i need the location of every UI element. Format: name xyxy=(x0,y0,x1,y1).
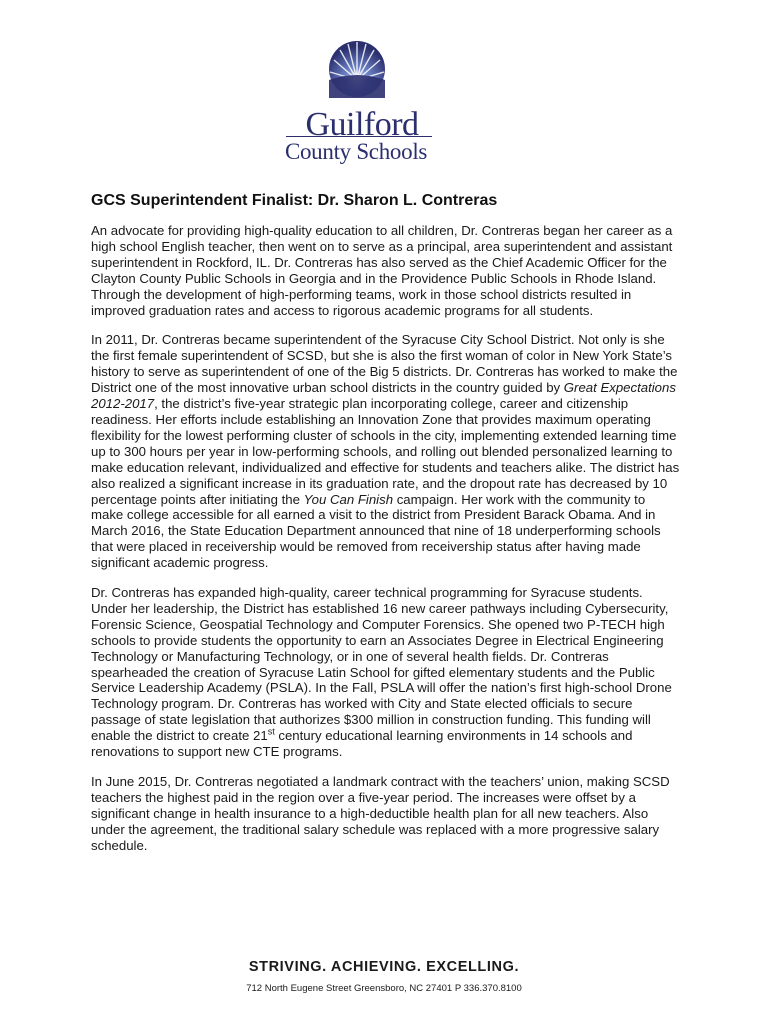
guilford-county-schools-logo xyxy=(278,40,438,170)
plan-title-italic: Great Expectations 2012-2017 xyxy=(91,380,676,412)
paragraph-2-text-a: In 2011, Dr. Contreras became superintendent of the Syracuse City School District. Not only is she the first female superintendent of SCSD, but she is also the first woman of color in New York State’s history to serve as superintendent of one of the Big 5 districts. Dr. Contreras has worked to make the District one of the most innovative urban school districts in the country guided by xyxy=(91,332,678,396)
starburst-globe-icon xyxy=(328,40,386,98)
document-body xyxy=(91,223,681,868)
paragraph-3-text-b: century educational learning environments in 14 schools and renovations to support new CTE programs. xyxy=(91,728,633,760)
paragraph-3 xyxy=(91,585,681,760)
footer-tagline: STRIVING. ACHIEVING. EXCELLING. xyxy=(248,959,520,975)
logo-wordmark-guilford: Guilford xyxy=(305,106,419,143)
ordinal-superscript: st xyxy=(267,726,275,737)
paragraph-2-text-c: campaign. Her work with the community to make college accessible for all earned a visit to the district from President Barack Obama. And in March 2016, the State Education Department announced that nine of 18 underperforming schools that were placed in receivership would be removed from receivership status after having made significant academic progress. xyxy=(91,491,661,571)
paragraph-4: In June 2015, Dr. Contreras negotiated a landmark contract with the teachers’ union, making SCSD teachers the highest paid in the region over a five-year period. The increases were offset by a significant change in health insurance to a high-deductible health plan for all new teachers. Also under the agreement, the traditional salary schedule was replaced with a more progressive salary schedule. xyxy=(91,774,670,853)
campaign-title-italic: You Can Finish xyxy=(303,491,394,507)
paragraph-2 xyxy=(91,332,681,571)
paragraph-3-text-a: Dr. Contreras has expanded high-quality, career technical programming for Syracuse students. Under her leadership, the District has established 16 new career pathways including Cybersecurity, Forensic Science, Geospatial Technology and Computer Forensics. She opened two P-TECH high schools to provide students the opportunity to earn an Associates Degree in Electrical Engineering Technology or Manufacturing Technology, or in one of several health fields. Dr. Contreras spearheaded the creation of Syracuse Latin School for gifted elementary students and the Public Service Leadership Academy (PSLA). In the Fall, PSLA will offer the nation’s first high-school Drone Technology program. Dr. Contreras has worked with City and State elected officials to secure passage of state legislation that authorizes $300 million in construction funding. This funding will enable the district to create 21 xyxy=(91,585,672,744)
page-title: GCS Superintendent Finalist: Dr. Sharon L. Contreras xyxy=(91,192,498,209)
logo-divider xyxy=(286,136,432,137)
logo-wordmark-county-schools: County Schools xyxy=(284,139,428,164)
paragraph-1: An advocate for providing high-quality education to all children, Dr. Contreras began her career as a high school English teacher, then went on to serve as a principal, area superintendent and assistant superintendent in Rockford, IL. Dr. Contreras has also served as the Chief Academic Officer for the Clayton County Public Schools in Georgia and in the Providence Public Schools in Rhode Island. Through the development of high-performing teams, work in those school districts resulted in improved graduation rates and access to rigorous academic programs for all students. xyxy=(91,223,673,318)
footer-address: 712 North Eugene Street Greensboro, NC 27401 P 336.370.8100 xyxy=(246,983,522,994)
paragraph-2-text-b: , the district’s five-year strategic plan incorporating college, career and citizenship readiness. Her efforts include establishing an Innovation Zone that provides maximum operating flexibility for the lowest performing cluster of schools in the city, implementing extended learning time up to 300 hours per year in low-performing schools, and rolling out blended personalized learning to make education relevant, individualized and effective for students and teachers alike. The district has also realized a significant increase in its graduation rate, and the dropout rate has decreased by 10 percentage points after initiating the xyxy=(91,396,680,507)
